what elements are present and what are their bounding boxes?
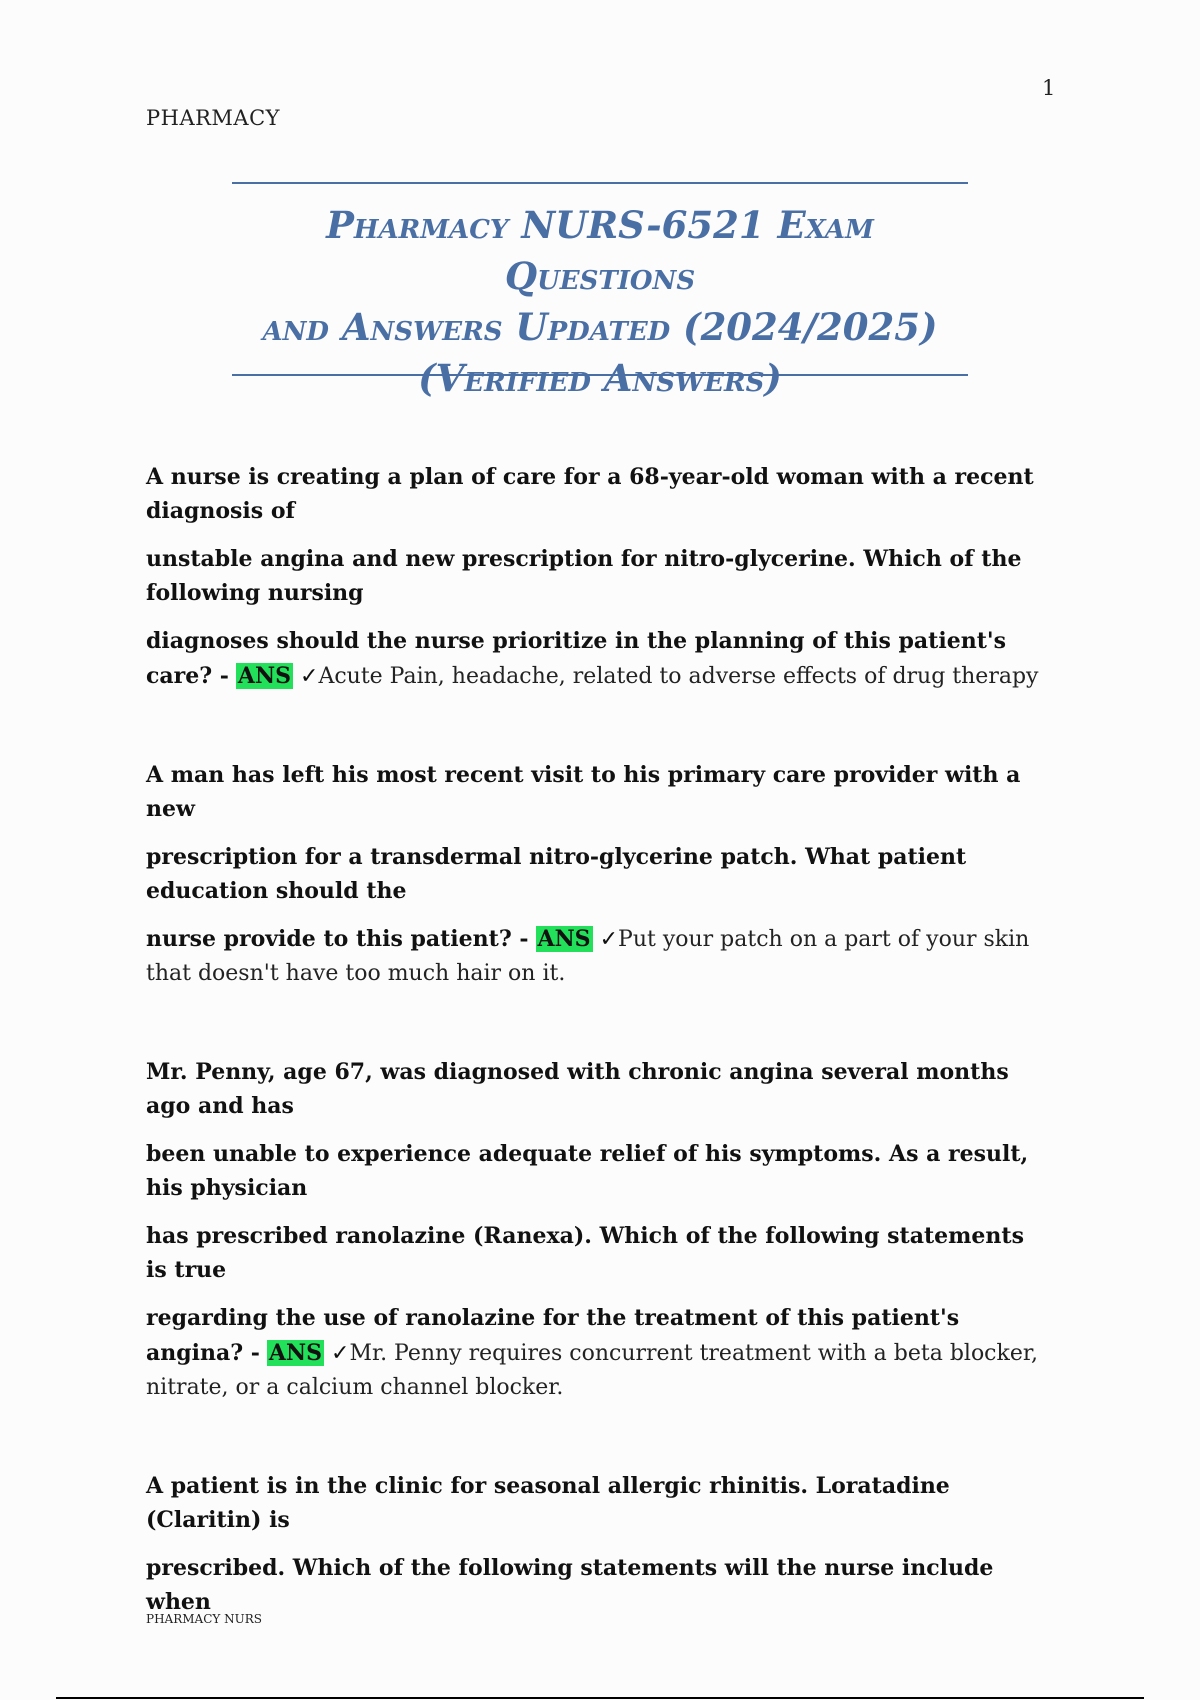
answer-text: Put your patch on a part of your skin that doesn't have too much hair on it. xyxy=(146,927,1030,986)
qa-item xyxy=(146,1055,1051,1405)
title-line-3: (Verified Answers) xyxy=(418,356,782,400)
answer-line xyxy=(146,1301,1051,1405)
ans-label: ANS xyxy=(268,1340,322,1366)
answer-text: Mr. Penny requires concurrent treatment with a beta blocker, nitrate, or a calcium channel blocker. xyxy=(146,1341,1038,1400)
qa-list xyxy=(146,460,1051,1683)
ans-label: ANS xyxy=(237,663,291,689)
question-line: A patient is in the clinic for seasonal allergic rhinitis. Loratadine (Claritin) is xyxy=(146,1473,950,1533)
question-tail: diagnoses should the nurse prioritize in the planning of this patient's care? - xyxy=(146,628,1006,689)
qa-item xyxy=(146,1469,1051,1619)
title-line-2: and Answers Updated (2024/2025) xyxy=(262,305,938,349)
ans-label: ANS xyxy=(537,926,591,952)
question-line: been unable to experience adequate relief of his symptoms. As a result, his physician xyxy=(146,1141,1029,1201)
qa-item xyxy=(146,460,1051,694)
question-tail: regarding the use of ranolazine for the treatment of this patient's angina? - xyxy=(146,1305,960,1366)
question-tail: nurse provide to this patient? - xyxy=(146,926,529,952)
answer-text: Acute Pain, headache, related to adverse effects of drug therapy xyxy=(318,664,1039,689)
question-line: A man has left his most recent visit to his primary care provider with a new xyxy=(146,762,1021,822)
check-icon: ✓ xyxy=(300,664,319,689)
title-rule-top xyxy=(232,182,968,184)
question-line: A nurse is creating a plan of care for a 68-year-old woman with a recent diagnosis of xyxy=(146,464,1034,524)
check-icon: ✓ xyxy=(599,927,619,952)
question-line: prescribed. Which of the following statements will the nurse include when xyxy=(146,1555,994,1615)
footer-rule xyxy=(56,1697,1144,1699)
running-header: PHARMACY xyxy=(146,106,281,130)
running-footer: PHARMACY NURS xyxy=(146,1612,262,1626)
answer-line xyxy=(146,624,1051,694)
page-number: 1 xyxy=(1042,76,1056,100)
question-line: prescription for a transdermal nitro-glycerine patch. What patient education should the xyxy=(146,844,967,904)
question-line: has prescribed ranolazine (Ranexa). Which of the following statements is true xyxy=(146,1223,1024,1283)
check-icon: ✓ xyxy=(331,1341,350,1366)
question-line: Mr. Penny, age 67, was diagnosed with chronic angina several months ago and has xyxy=(146,1059,1009,1119)
title-rule-bottom xyxy=(232,374,968,376)
answer-line xyxy=(146,922,1051,991)
title-line-1: Pharmacy NURS-6521 Exam Questions xyxy=(326,203,874,298)
question-line: unstable angina and new prescription for nitro-glycerine. Which of the following nursing xyxy=(146,546,1022,606)
qa-item xyxy=(146,758,1051,991)
